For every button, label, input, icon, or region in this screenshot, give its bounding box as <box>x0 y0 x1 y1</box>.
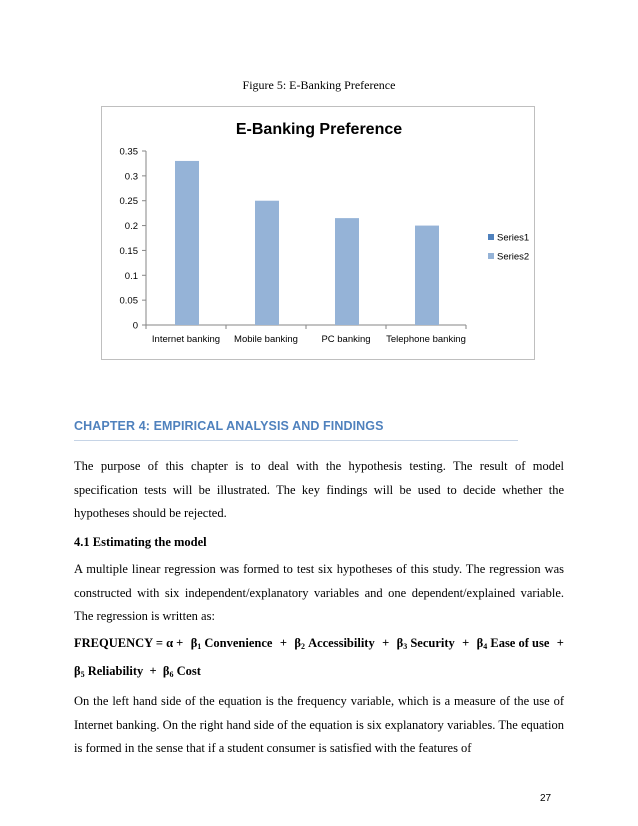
legend-swatch-series2 <box>488 253 494 259</box>
bar-telephone-banking <box>415 226 439 325</box>
x-tick-label: Internet banking <box>151 334 221 345</box>
y-tick-label: 0.35 <box>119 146 138 158</box>
x-tick-label: Mobile banking <box>234 334 298 345</box>
equation-term-3: $\beta_3$ Security <box>396 636 455 651</box>
equation-line-1: FREQUENCY = α + $\beta_1$ Convenience + $\beta_2$ Accessibility + $\beta_3$ Security + $\beta_4$ Ease of use + <box>74 631 564 659</box>
y-tick-label: 0.1 <box>124 270 138 282</box>
x-tick-label: Telephone banking <box>386 334 466 345</box>
bar-pc-banking <box>335 218 359 325</box>
legend-label-series2: Series2 <box>497 251 530 263</box>
equation-lhs: FREQUENCY = α + <box>74 636 184 650</box>
page-number: 27 <box>540 793 552 804</box>
figure-caption: Figure 5: E-Banking Preference <box>242 78 396 92</box>
heading-divider <box>74 440 518 441</box>
y-tick-label: 0.3 <box>124 171 138 183</box>
x-tick-label: PC banking <box>321 334 371 345</box>
equation-term-2: $\beta_2$ Accessibility <box>294 636 375 651</box>
equation-term-4: $\beta_4$ Ease of use <box>476 636 550 651</box>
chapter-heading: CHAPTER 4: EMPIRICAL ANALYSIS AND FINDINGS <box>74 419 384 433</box>
equation-explanation-paragraph: On the left hand side of the equation is the frequency variable, which is a measure of the use of Internet banking. On the right hand side of the equation is six explanatory variables. The equation is formed in the sense that if a student consumer is satisfied with the features of <box>74 694 564 755</box>
legend-swatch-series1 <box>488 234 494 240</box>
y-tick-label: 0.2 <box>124 221 138 233</box>
e-banking-chart <box>101 106 535 360</box>
section-heading: 4.1 Estimating the model <box>74 535 207 549</box>
equation-line-2: $\beta_5$ Reliability + $\beta_6$ Cost <box>74 664 201 679</box>
y-tick-label: 0.15 <box>119 245 138 257</box>
intro-paragraph: The purpose of this chapter is to deal with the hypothesis testing. The result of model specification tests will be illustrated. The key findings will be used to decide whether the hypotheses should be rejected. <box>74 459 564 520</box>
y-tick-label: 0.25 <box>119 196 138 208</box>
y-tick-label: 0.05 <box>119 295 138 307</box>
equation-term-5: $\beta_5$ Reliability <box>74 664 144 679</box>
equation-term-6: $\beta_6$ Cost <box>162 664 201 679</box>
regression-paragraph: A multiple linear regression was formed to test six hypotheses of this study. The regression was constructed with six independent/explanatory variables and one dependent/explained variable. The regression is written as: <box>74 562 564 623</box>
chart-frame <box>102 107 535 360</box>
equation-term-1: $\beta_1$ Convenience <box>190 636 273 651</box>
y-tick-label: 0 <box>132 320 138 332</box>
bar-mobile-banking <box>255 201 279 325</box>
bar-internet-banking <box>175 161 199 325</box>
legend-label-series1: Series1 <box>497 232 530 244</box>
regression-equation <box>74 631 564 687</box>
chart-title: E-Banking Preference <box>235 121 403 138</box>
